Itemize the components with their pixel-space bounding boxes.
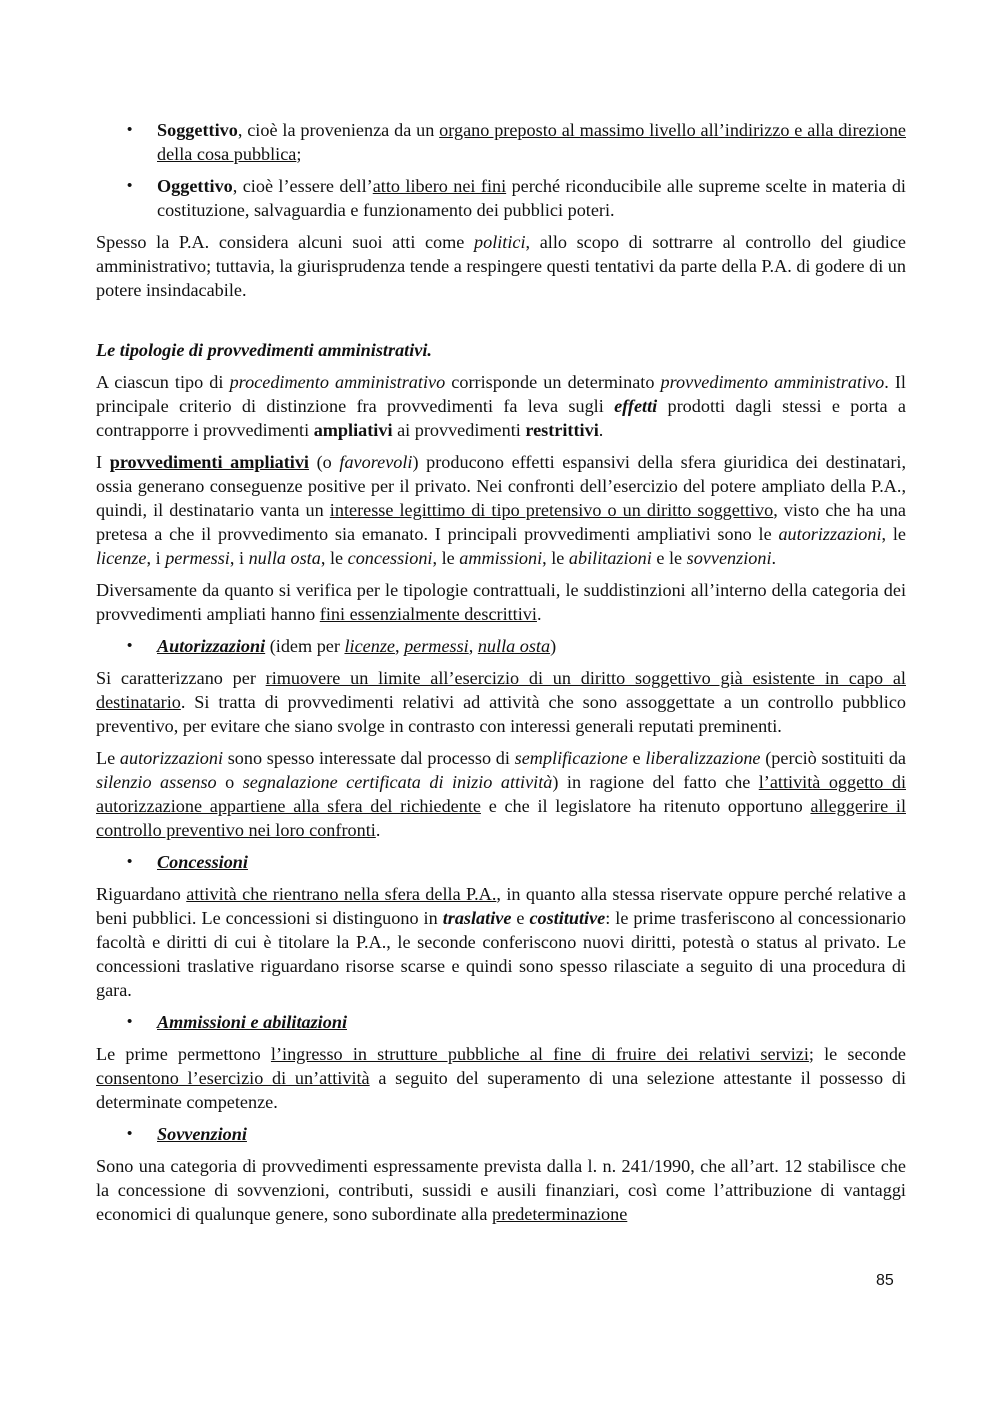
bullet-dot: • <box>127 1013 133 1030</box>
bullet-dot: • <box>127 853 133 870</box>
bullet-concessioni: • Concessioni <box>96 850 906 874</box>
page-number: 85 <box>876 1272 894 1289</box>
paragraph-sovvenzioni: Sono una categoria di provvedimenti espressamente prevista dalla l. n. 241/1990, che all’art. 12 stabilisce che la concessione di sovvenzioni, contributi, sussidi e ausili finanziari, così come l’attribuzione di vantaggi economici di qualunque genere, sono subordinate alla predeterminazione <box>96 1156 906 1224</box>
paragraph-intro: A ciascun tipo di procedimento amministrativo corrisponde un determinato provvedimento amministrativo. Il principale criterio di distinzione fra provvedimenti fa leva sugli effetti prodotti dagli stessi e porta a contrapporre i provvedimenti ampliativi ai provvedimenti restrittivi. <box>96 372 906 440</box>
bullet-dot: • <box>127 1125 133 1142</box>
paragraph-autorizzazioni-2: Le autorizzazioni sono spesso interessate dal processo di semplificazione e liberalizzazione (perciò sostituiti da silenzio assenso o segnalazione certificata di inizio attività) in ragione del fatto che l’attività oggetto di autorizzazione appartiene alla sfera del richiedente e che il legislatore ha ritenuto opportuno alleggerire il controllo preventivo nei loro confronti. <box>96 748 907 840</box>
paragraph-politici: Spesso la P.A. considera alcuni suoi atti come politici, allo scopo di sottrarre al controllo del giudice amministrativo; tuttavia, la giurisprudenza tende a respingere questi tentativi da parte della P.A. di godere di un potere insindacabile. <box>96 232 907 300</box>
bullet-dot: • <box>127 637 133 654</box>
bullet-ammissioni: • Ammissioni e abilitazioni <box>96 1010 906 1034</box>
paragraph-ampliativi: I provvedimenti ampliativi (o favorevoli) producono effetti espansivi della sfera giuridica dei destinatari, ossia generano conseguenze positive per il privato. Nei confronti dell’esercizio del potere ampliato della P.A., quindi, il destinatario vanta un interesse legittimo di tipo pretensivo o un diritto soggettivo, visto che ha una pretesa a che il provvedimento sia emanato. I principali provvedimenti ampliativi sono le autorizzazioni, le licenze, i permessi, i nulla osta, le concessioni, le ammissioni, le abilitazioni e le sovvenzioni. <box>96 452 906 568</box>
bullet-soggettivo: • Soggettivo, cioè la provenienza da un organo preposto al massimo livello all’indirizzo e alla direzione della cosa pubblica; <box>96 118 906 166</box>
bullet-dot: • <box>127 177 133 194</box>
bullet-sovvenzioni: • Sovvenzioni <box>96 1122 906 1146</box>
bullet-dot: • <box>127 121 133 138</box>
paragraph-concessioni: Riguardano attività che rientrano nella sfera della P.A., in quanto alla stessa riservate oppure perché relative a beni pubblici. Le concessioni si distinguono in traslative e costitutive: le prime trasferiscono al concessionario facoltà e diritti di cui è titolare la P.A., le seconde conferiscono nuovi diritti, potestà o status al privato. Le concessioni traslative riguardano risorse scarse e quindi sono spesso rilasciate a seguito di una procedura di gara. <box>96 884 906 1000</box>
bullet-autorizzazioni: • Autorizzazioni (idem per licenze, permessi, nulla osta) <box>96 634 906 658</box>
paragraph-diversamente: Diversamente da quanto si verifica per le tipologie contrattuali, le suddistinzioni all’interno della categoria dei provvedimenti ampliati hanno fini essenzialmente descrittivi. <box>96 580 906 624</box>
paragraph-autorizzazioni-1: Si caratterizzano per rimuovere un limite all’esercizio di un diritto soggettivo già esistente in capo al destinatario. Si tratta di provvedimenti relativi ad attività che sono assoggettate a un controllo pubblico preventivo, per evitare che siano svolge in contrasto con interessi generali reputati preminenti. <box>96 668 906 736</box>
section-heading: Le tipologie di provvedimenti amministrativi. <box>96 340 432 360</box>
bullet-oggettivo: • Oggettivo, cioè l’essere dell’atto libero nei fini perché riconducibile alle supreme scelte in materia di costituzione, salvaguardia e funzionamento dei pubblici poteri. <box>96 174 906 222</box>
document-page <box>96 118 906 1234</box>
paragraph-ammissioni: Le prime permettono l’ingresso in strutture pubbliche al fine di fruire dei relativi servizi; le seconde consentono l’esercizio di un’attività a seguito del superamento di una selezione attestante il possesso di determinate competenze. <box>96 1044 907 1112</box>
